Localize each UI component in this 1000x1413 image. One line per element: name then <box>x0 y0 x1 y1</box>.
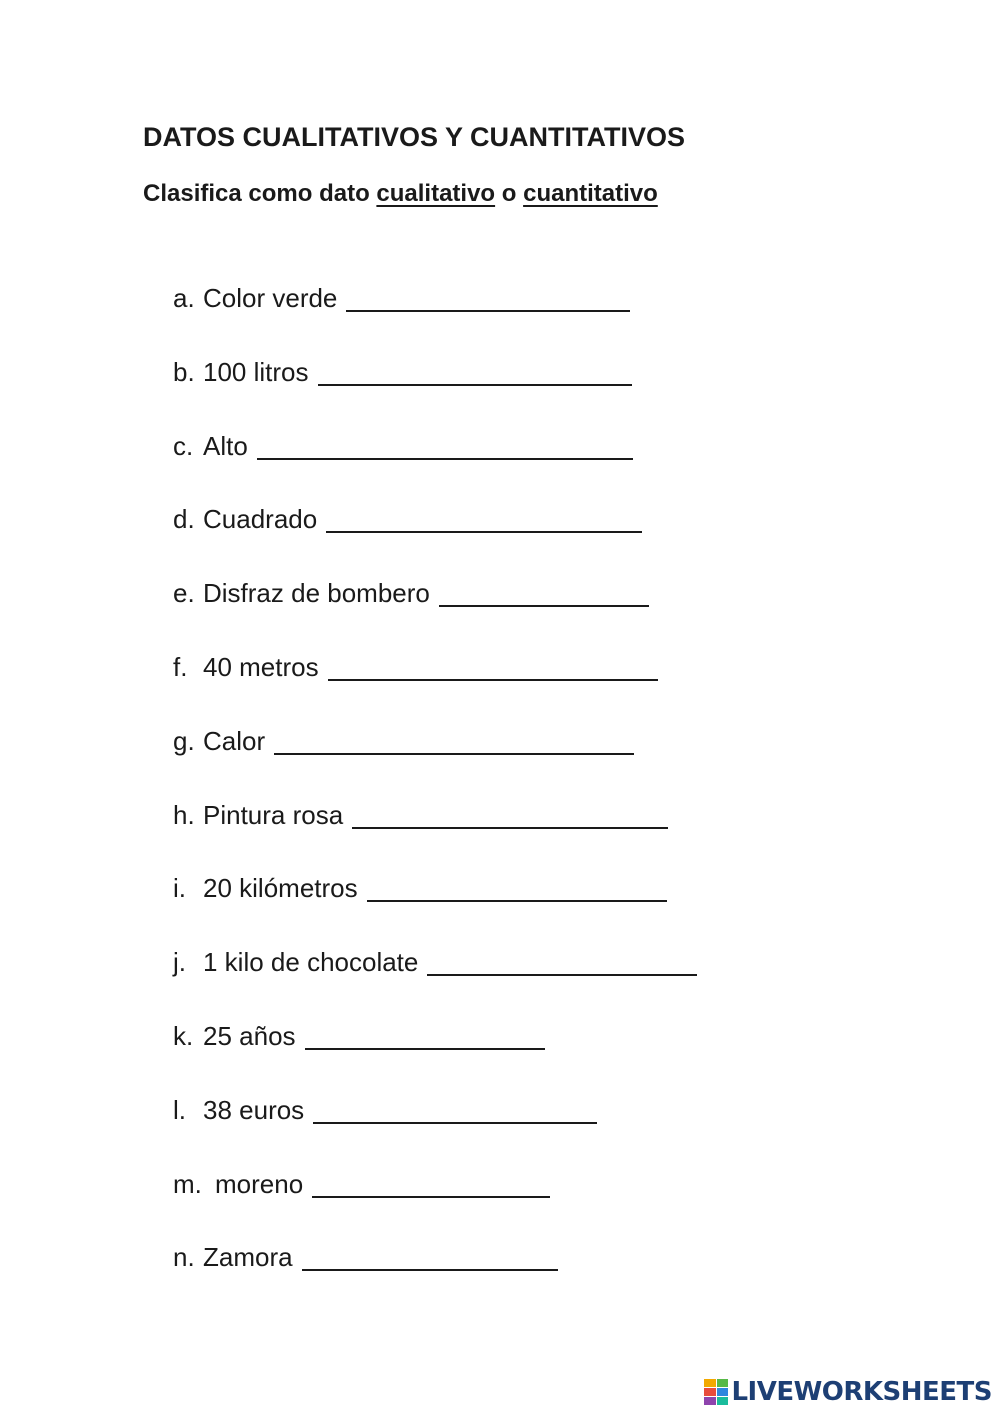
item-marker: d. <box>173 504 195 535</box>
answer-blank[interactable] <box>346 283 630 312</box>
item-text: Color verde <box>203 283 338 313</box>
item-text: 100 litros <box>203 356 309 387</box>
exercise-list <box>173 283 697 1316</box>
answer-blank[interactable] <box>302 1242 558 1271</box>
answer-blank[interactable] <box>305 1021 545 1050</box>
instruction-term-cuantitativo: cuantitativo <box>523 180 658 207</box>
list-item <box>173 504 697 578</box>
instruction-term-cualitativo: cualitativo <box>376 180 496 207</box>
item-text: 20 kilómetros <box>203 873 358 904</box>
list-item <box>173 726 697 800</box>
list-item <box>173 652 697 726</box>
item-marker: l. <box>173 1094 186 1125</box>
liveworksheets-logo <box>704 1376 992 1408</box>
list-item <box>173 1242 697 1316</box>
item-text: Disfraz de bombero <box>203 578 430 609</box>
answer-blank[interactable] <box>313 1095 597 1124</box>
item-text: moreno <box>215 1168 304 1199</box>
item-marker: j. <box>173 947 186 978</box>
answer-blank[interactable] <box>439 578 649 607</box>
list-item <box>173 1095 697 1169</box>
instruction-connector: o <box>495 180 524 207</box>
list-item <box>173 431 697 505</box>
list-item <box>173 283 697 357</box>
item-marker: h. <box>173 799 195 830</box>
liveworksheets-mark-icon <box>704 1379 728 1405</box>
answer-blank[interactable] <box>328 652 658 681</box>
liveworksheets-wordmark: LIVEWORKSHEETS <box>731 1377 992 1407</box>
answer-blank[interactable] <box>352 800 668 829</box>
list-item <box>173 1169 697 1243</box>
answer-blank[interactable] <box>274 726 634 755</box>
list-item <box>173 800 697 874</box>
item-text: Cuadrado <box>203 504 318 535</box>
item-text: Zamora <box>203 1242 293 1273</box>
item-marker: k. <box>173 1020 194 1051</box>
item-marker: f. <box>173 651 188 682</box>
item-text: 40 metros <box>203 651 319 682</box>
item-marker: g. <box>173 725 195 756</box>
item-marker: m. <box>173 1168 202 1199</box>
item-text: Alto <box>203 430 248 461</box>
item-text: 25 años <box>203 1020 296 1051</box>
item-marker: n. <box>173 1242 195 1273</box>
answer-blank[interactable] <box>257 431 633 460</box>
answer-blank[interactable] <box>427 947 697 976</box>
worksheet-title: DATOS CUALITATIVOS Y CUANTITATIVOS <box>143 122 686 152</box>
answer-blank[interactable] <box>367 873 667 902</box>
item-marker: e. <box>173 578 195 609</box>
answer-blank[interactable] <box>312 1169 550 1198</box>
item-text: Calor <box>203 725 266 756</box>
item-marker: b. <box>173 356 195 387</box>
item-marker: c. <box>173 430 194 461</box>
item-text: 38 euros <box>203 1094 305 1125</box>
list-item <box>173 873 697 947</box>
list-item <box>173 578 697 652</box>
item-marker: a. <box>173 283 195 313</box>
item-marker: i. <box>173 873 186 904</box>
item-text: 1 kilo de chocolate <box>203 947 419 978</box>
list-item <box>173 357 697 431</box>
answer-blank[interactable] <box>318 357 632 386</box>
instruction <box>143 180 658 208</box>
list-item <box>173 1021 697 1095</box>
instruction-prefix: Clasifica como dato <box>143 180 377 207</box>
list-item <box>173 947 697 1021</box>
item-text: Pintura rosa <box>203 799 344 830</box>
answer-blank[interactable] <box>326 504 642 533</box>
